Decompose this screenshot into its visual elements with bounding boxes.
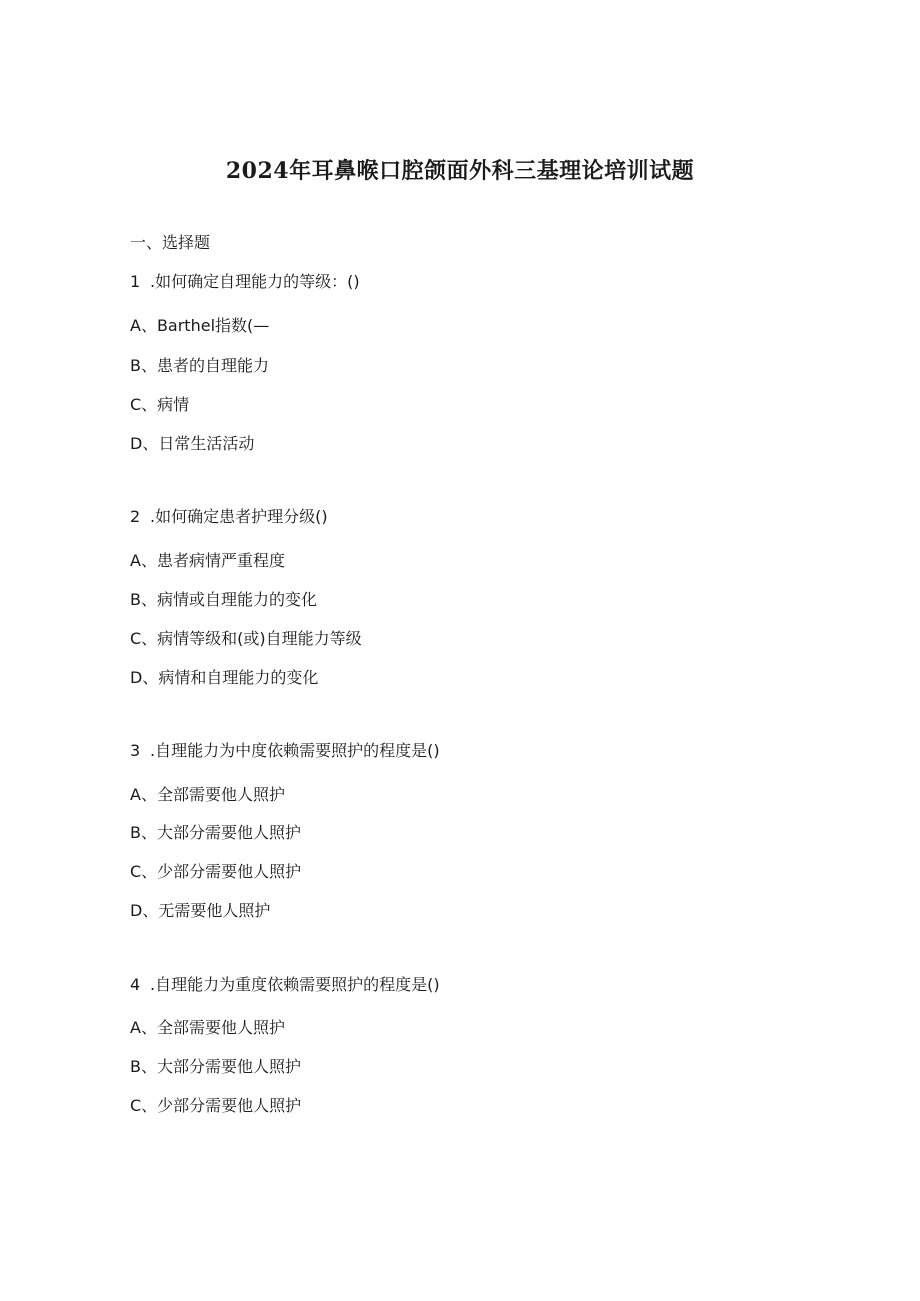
question-2-option-c: C、病情等级和(或)自理能力等级 xyxy=(130,629,362,648)
question-1-option-d: D、日常生活活动 xyxy=(130,434,255,453)
question-text: .自理能力为中度依赖需要照护的程度是() xyxy=(150,741,440,760)
question-3 xyxy=(130,741,440,761)
question-1-option-a: A、Barthel指数(— xyxy=(130,316,270,335)
question-2-option-a: A、患者病情严重程度 xyxy=(130,551,285,570)
question-4 xyxy=(130,975,440,995)
question-text: .自理能力为重度依赖需要照护的程度是() xyxy=(150,975,440,994)
question-1-option-c: C、病情 xyxy=(130,395,190,414)
question-1 xyxy=(130,272,360,292)
question-3-option-c: C、少部分需要他人照护 xyxy=(130,862,302,881)
question-2 xyxy=(130,507,328,527)
question-number: 3 xyxy=(130,741,141,760)
question-2-option-d: D、病情和自理能力的变化 xyxy=(130,668,319,687)
question-number: 1 xyxy=(130,272,141,291)
page-title: 2024年耳鼻喉口腔颌面外科三基理论培训试题 xyxy=(225,158,695,184)
question-4-option-a: A、全部需要他人照护 xyxy=(130,1018,285,1037)
question-2-option-b: B、病情或自理能力的变化 xyxy=(130,590,317,609)
section-heading: 一、选择题 xyxy=(130,233,211,252)
question-4-option-b: B、大部分需要他人照护 xyxy=(130,1057,301,1076)
question-number: 2 xyxy=(130,507,141,526)
question-number: 4 xyxy=(130,975,141,994)
question-4-option-c: C、少部分需要他人照护 xyxy=(130,1096,302,1115)
question-3-option-d: D、无需要他人照护 xyxy=(130,901,271,920)
question-1-option-b: B、患者的自理能力 xyxy=(130,356,269,375)
question-text: .如何确定患者护理分级() xyxy=(150,507,328,526)
question-3-option-b: B、大部分需要他人照护 xyxy=(130,823,301,842)
question-text: .如何确定自理能力的等级：() xyxy=(150,272,360,291)
question-3-option-a: A、全部需要他人照护 xyxy=(130,785,285,804)
